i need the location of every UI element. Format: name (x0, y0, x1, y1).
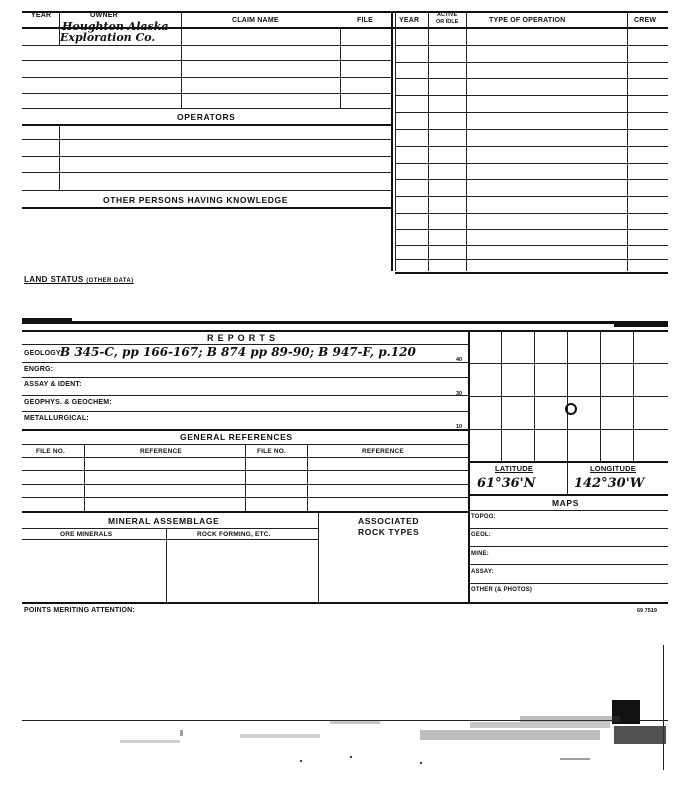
header-claim-name: CLAIM NAME (232, 17, 279, 24)
maps-other: OTHER (& PHOTOS) (471, 587, 533, 593)
maps-topog: TOPOG: (471, 514, 496, 520)
operators-label: OPERATORS (177, 112, 236, 122)
header-type-of-operation: TYPE OF OPERATION (489, 17, 566, 24)
report-metallurgical-label: METALLURGICAL: (24, 415, 89, 422)
report-assay-label: ASSAY & IDENT: (24, 381, 82, 388)
header-or-idle: OR IDLE (436, 19, 459, 25)
owner-entry-line1: Houghton Alaska (62, 20, 169, 33)
maps-title: MAPS (552, 498, 579, 508)
gr-col-file-no-2: FILE NO. (257, 448, 287, 455)
latitude-value: 61°36'N (477, 476, 536, 491)
longitude-label: LONGITUDE (590, 464, 636, 473)
owner-entry-line2: Exploration Co. (60, 31, 156, 44)
form-number: 69 7519 (637, 608, 657, 614)
maps-geol: GEOL: (471, 532, 491, 538)
report-geology-label: GEOLOGY: (24, 350, 63, 357)
report-geophys-label: GEOPHYS. & GEOCHEM: (24, 399, 112, 406)
report-engrg-label: ENGRG: (24, 366, 54, 373)
header-year: YEAR (31, 12, 52, 19)
reports-title: R E P O R T S (207, 333, 276, 343)
gr-col-reference-1: REFERENCE (140, 448, 182, 455)
land-status-sub: (OTHER DATA) (86, 278, 134, 284)
associated-label-1: ASSOCIATED (358, 516, 420, 526)
mineral-assemblage-title: MINERAL ASSEMBLAGE (108, 516, 220, 526)
location-marker-icon (565, 403, 577, 415)
ore-minerals-label: ORE MINERALS (60, 531, 113, 538)
maps-mine: MINE: (471, 551, 489, 557)
report-geology-value: B 345-C, pp 166-167; B 874 pp 89-90; B 947-F, p.120 (60, 345, 416, 359)
report-num-40: 40 (456, 357, 463, 363)
rock-forming-label: ROCK FORMING, ETC. (197, 531, 271, 538)
gr-col-reference-2: REFERENCE (362, 448, 404, 455)
maps-assay: ASSAY: (471, 569, 494, 575)
land-status-label: LAND STATUS (24, 275, 84, 284)
longitude-value: 142°30'W (574, 476, 645, 491)
header-year-2: YEAR (399, 17, 420, 24)
associated-label-2: ROCK TYPES (358, 527, 420, 537)
other-persons-label: OTHER PERSONS HAVING KNOWLEDGE (103, 195, 289, 205)
latitude-label: LATITUDE (495, 464, 534, 473)
scan-noise (0, 690, 678, 806)
header-active: ACTIVE (437, 12, 458, 18)
land-status-heading (24, 275, 134, 284)
gr-col-file-no-1: FILE NO. (36, 448, 66, 455)
report-num-10: 10 (456, 424, 463, 430)
header-owner: OWNER (90, 12, 118, 19)
general-references-title: GENERAL REFERENCES (180, 432, 293, 442)
points-meriting-label: POINTS MERITING ATTENTION: (24, 607, 135, 614)
report-num-30: 30 (456, 391, 463, 397)
header-crew: CREW (634, 17, 657, 24)
header-file: FILE (357, 17, 373, 24)
